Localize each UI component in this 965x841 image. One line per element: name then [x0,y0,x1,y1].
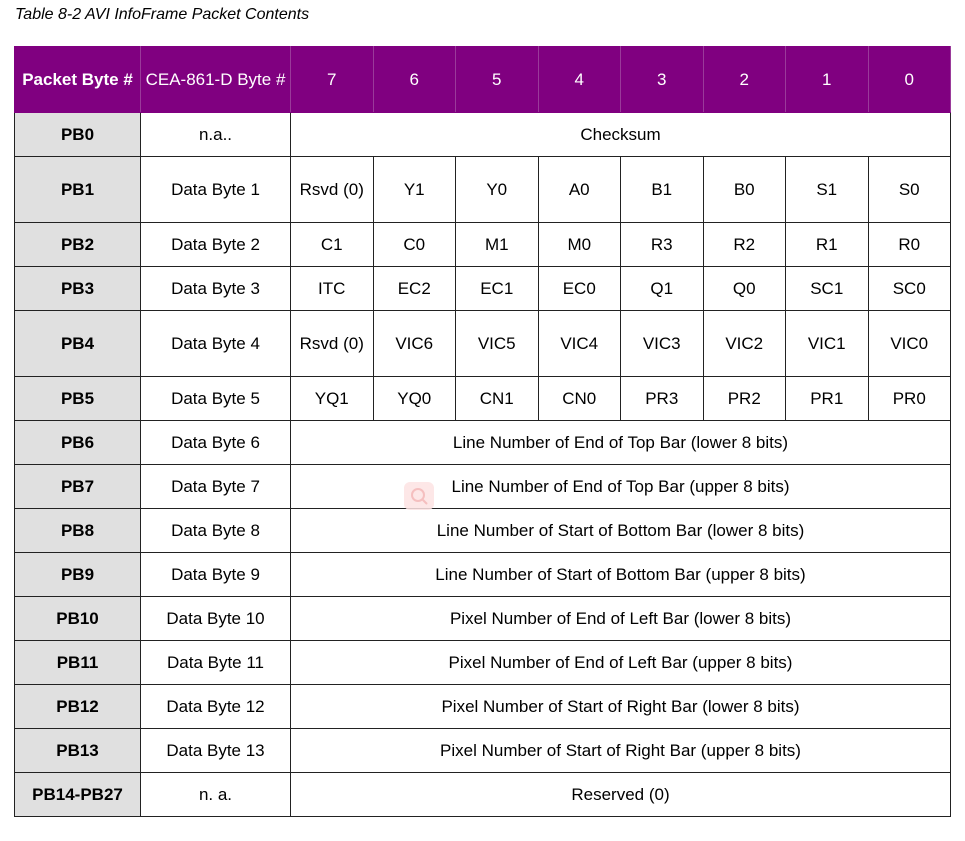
packet-byte-cell: PB5 [15,377,141,421]
bit-1-cell: VIC1 [786,311,869,377]
table-row [15,773,951,817]
cea-byte-cell: Data Byte 12 [141,685,291,729]
bit-3-cell: B1 [621,157,704,223]
packet-byte-cell: PB14-PB27 [15,773,141,817]
bit-0-cell: S0 [868,157,951,223]
header-bit-5: 5 [456,47,539,113]
header-bit-4: 4 [538,47,621,113]
table-row [15,377,951,421]
table-row [15,641,951,685]
bit-0-cell: VIC0 [868,311,951,377]
field-description-cell: Line Number of End of Top Bar (lower 8 bits) [291,421,951,465]
packet-byte-cell: PB13 [15,729,141,773]
cea-byte-cell: Data Byte 5 [141,377,291,421]
table-row [15,421,951,465]
packet-byte-cell: PB11 [15,641,141,685]
packet-byte-cell: PB0 [15,113,141,157]
bit-1-cell: PR1 [786,377,869,421]
bit-7-cell: Rsvd (0) [291,311,374,377]
bit-6-cell: C0 [373,223,456,267]
bit-4-cell: VIC4 [538,311,621,377]
bit-2-cell: B0 [703,157,786,223]
cea-byte-cell: Data Byte 6 [141,421,291,465]
table-row [15,553,951,597]
cea-byte-cell: Data Byte 9 [141,553,291,597]
header-packet-byte: Packet Byte # [15,47,141,113]
header-bit-6: 6 [373,47,456,113]
bit-5-cell: M1 [456,223,539,267]
header-bit-0: 0 [868,47,951,113]
field-description-cell: Line Number of Start of Bottom Bar (upper 8 bits) [291,553,951,597]
bit-3-cell: VIC3 [621,311,704,377]
table-row [15,113,951,157]
bit-4-cell: M0 [538,223,621,267]
field-description-cell: Pixel Number of Start of Right Bar (lower 8 bits) [291,685,951,729]
cea-byte-cell: Data Byte 13 [141,729,291,773]
packet-byte-cell: PB3 [15,267,141,311]
cea-byte-cell: Data Byte 2 [141,223,291,267]
table-row [15,267,951,311]
bit-7-cell: Rsvd (0) [291,157,374,223]
search-icon [404,482,434,510]
bit-0-cell: SC0 [868,267,951,311]
header-bit-3: 3 [621,47,704,113]
cea-byte-cell: Data Byte 7 [141,465,291,509]
cea-byte-cell: Data Byte 1 [141,157,291,223]
bit-3-cell: R3 [621,223,704,267]
cea-byte-cell: Data Byte 10 [141,597,291,641]
bit-0-cell: PR0 [868,377,951,421]
field-description-cell: Pixel Number of Start of Right Bar (upper 8 bits) [291,729,951,773]
table-row [15,311,951,377]
header-bit-7: 7 [291,47,374,113]
bit-7-cell: YQ1 [291,377,374,421]
cea-byte-cell: Data Byte 8 [141,509,291,553]
bit-6-cell: VIC6 [373,311,456,377]
table-header [15,47,951,113]
bit-6-cell: Y1 [373,157,456,223]
bit-2-cell: R2 [703,223,786,267]
packet-byte-cell: PB2 [15,223,141,267]
bit-7-cell: ITC [291,267,374,311]
bit-2-cell: Q0 [703,267,786,311]
table-body [15,113,951,817]
cea-byte-cell: Data Byte 4 [141,311,291,377]
field-description-cell: Reserved (0) [291,773,951,817]
bit-4-cell: CN0 [538,377,621,421]
bit-5-cell: CN1 [456,377,539,421]
table-caption: Table 8-2 AVI InfoFrame Packet Contents [15,6,310,23]
packet-byte-cell: PB8 [15,509,141,553]
packet-byte-cell: PB1 [15,157,141,223]
packet-byte-cell: PB4 [15,311,141,377]
packet-byte-cell: PB12 [15,685,141,729]
cea-byte-cell: Data Byte 11 [141,641,291,685]
field-description-cell: Line Number of End of Top Bar (upper 8 bits) [291,465,951,509]
bit-2-cell: PR2 [703,377,786,421]
bit-1-cell: SC1 [786,267,869,311]
cea-byte-cell: n.a.. [141,113,291,157]
bit-5-cell: Y0 [456,157,539,223]
packet-byte-cell: PB10 [15,597,141,641]
bit-4-cell: A0 [538,157,621,223]
table-row [15,465,951,509]
header-bit-1: 1 [786,47,869,113]
field-description-cell: Line Number of Start of Bottom Bar (lower 8 bits) [291,509,951,553]
field-description-cell: Checksum [291,113,951,157]
header-bit-2: 2 [703,47,786,113]
bit-1-cell: S1 [786,157,869,223]
table-row [15,509,951,553]
bit-0-cell: R0 [868,223,951,267]
avi-infoframe-table [14,46,951,817]
packet-byte-cell: PB7 [15,465,141,509]
bit-4-cell: EC0 [538,267,621,311]
bit-5-cell: VIC5 [456,311,539,377]
packet-byte-cell: PB9 [15,553,141,597]
bit-5-cell: EC1 [456,267,539,311]
field-description-cell: Pixel Number of End of Left Bar (upper 8 bits) [291,641,951,685]
table-row [15,223,951,267]
cea-byte-cell: n. a. [141,773,291,817]
bit-6-cell: EC2 [373,267,456,311]
watermark-search-icon [404,482,434,510]
cea-byte-cell: Data Byte 3 [141,267,291,311]
header-row [15,47,951,113]
table-row [15,157,951,223]
table-row [15,597,951,641]
bit-6-cell: YQ0 [373,377,456,421]
bit-3-cell: PR3 [621,377,704,421]
field-description-cell: Pixel Number of End of Left Bar (lower 8 bits) [291,597,951,641]
bit-7-cell: C1 [291,223,374,267]
table-row [15,685,951,729]
table-row [15,729,951,773]
bit-3-cell: Q1 [621,267,704,311]
header-cea-byte: CEA-861-D Byte # [141,47,291,113]
packet-byte-cell: PB6 [15,421,141,465]
bit-1-cell: R1 [786,223,869,267]
bit-2-cell: VIC2 [703,311,786,377]
